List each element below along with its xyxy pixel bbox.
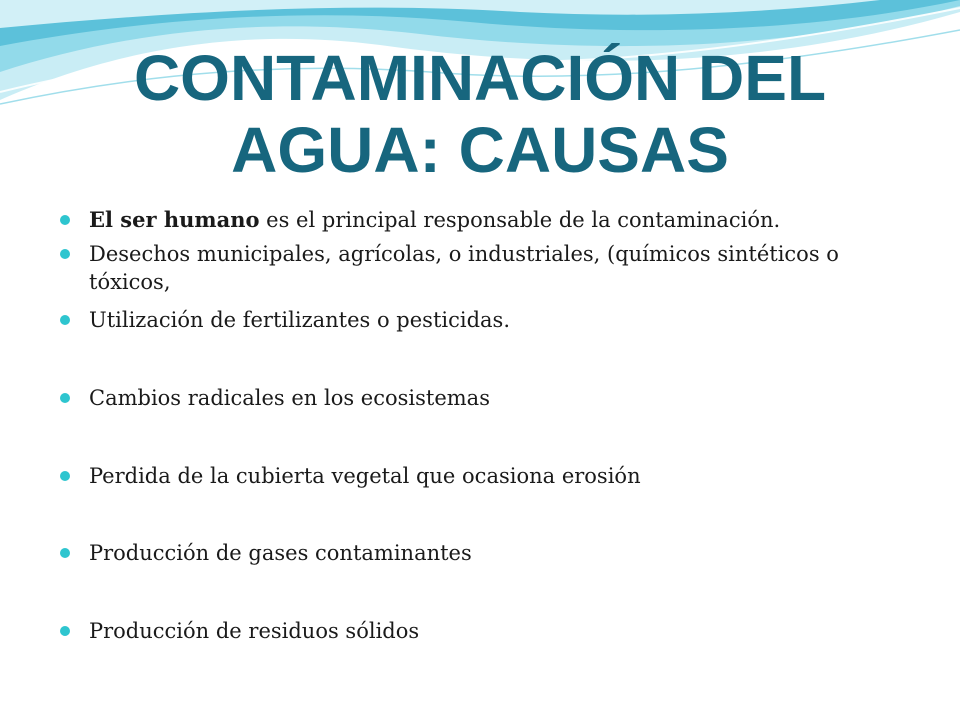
bullet-text: Cambios radicales en los ecosistemas: [89, 386, 490, 410]
bullet-item-residuos: [60, 617, 920, 645]
bullet-item-gases: [60, 539, 920, 567]
bullet-dot-icon: [60, 215, 70, 225]
bullet-item-ecosistemas: [60, 384, 920, 412]
bullet-text: Utilización de fertilizantes o pesticidas.: [89, 308, 511, 332]
bullet-dot-icon: [60, 626, 70, 636]
bullet-bold-text: El ser humano: [89, 207, 260, 232]
bullet-text: Perdida de la cubierta vegetal que ocasiona erosión: [89, 464, 641, 488]
bullet-dot-icon: [60, 249, 70, 259]
bullet-item-desechos: [60, 240, 920, 296]
slide-title-line-2: AGUA: CAUSAS: [231, 114, 729, 186]
bullet-dot-icon: [60, 393, 70, 403]
slide-title-line-1: CONTAMINACIÓN DEL: [133, 42, 827, 114]
bullet-text: es el principal responsable de la contaminación.: [259, 208, 781, 232]
bullet-text: Producción de gases contaminantes: [89, 541, 472, 565]
bullet-item-ser-humano: [60, 206, 920, 234]
slide-title: [0, 42, 960, 186]
bullet-item-fertilizantes: [60, 306, 920, 334]
bullet-list: [60, 206, 920, 645]
bullet-item-erosion: [60, 462, 920, 490]
bullet-dot-icon: [60, 315, 70, 325]
bullet-dot-icon: [60, 471, 70, 481]
bullet-dot-icon: [60, 548, 70, 558]
bullet-text: Desechos municipales, agrícolas, o industriales, (químicos sintéticos o tóxicos,: [89, 242, 839, 294]
bullet-text: Producción de residuos sólidos: [89, 619, 420, 643]
